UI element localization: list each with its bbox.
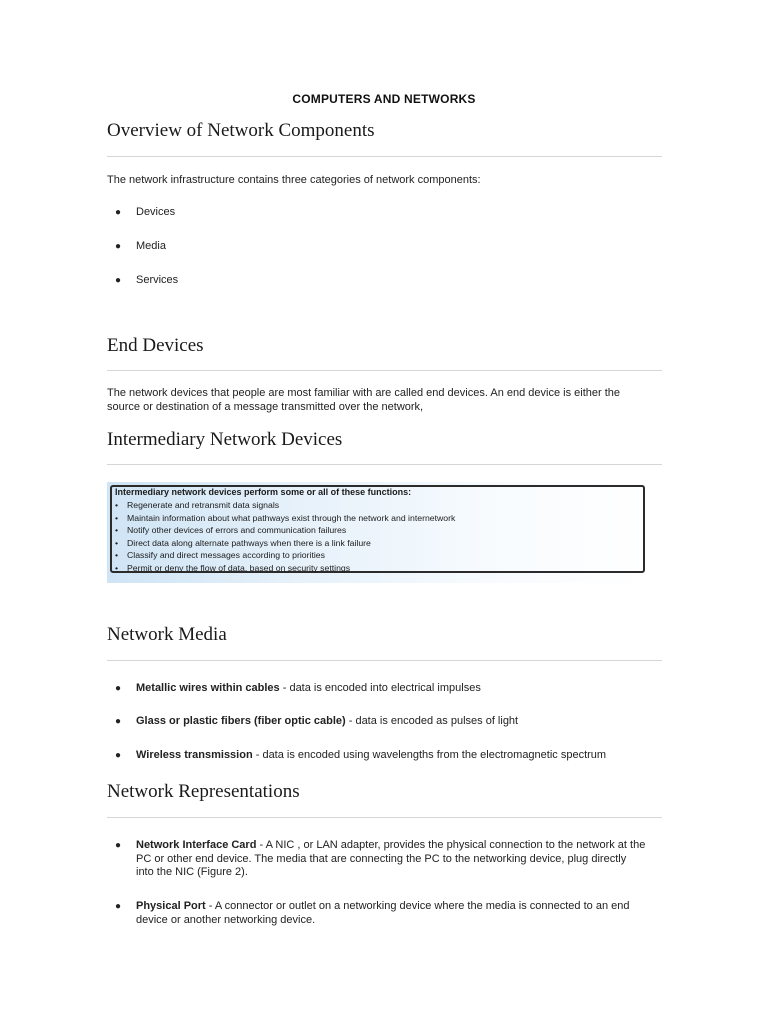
divider xyxy=(107,464,662,465)
term: Physical Port xyxy=(136,900,206,912)
figure-title: Intermediary network devices perform some or all of these functions: xyxy=(115,487,412,497)
bullet-icon: • xyxy=(115,537,119,548)
divider xyxy=(107,660,662,661)
divider xyxy=(107,370,662,371)
list-item-label: Media xyxy=(136,240,166,252)
list-item-text xyxy=(136,682,662,696)
bullet-icon: • xyxy=(115,550,119,561)
list-item xyxy=(107,839,662,881)
list-item-label: Devices xyxy=(136,206,176,218)
heading-network-representations: Network Representations xyxy=(107,781,300,802)
figure-item-text: Regenerate and retransmit data signals xyxy=(127,500,280,510)
figure-item-text: Classify and direct messages according to priorities xyxy=(127,550,325,561)
end-devices-text-line-2: source or destination of a message transmitted over the network, xyxy=(107,401,424,413)
bullet-icon: • xyxy=(115,562,119,573)
end-devices-text-line-1: The network devices that people are most familiar with are called end devices. An end device is either the xyxy=(107,387,620,399)
list-item-label: Services xyxy=(136,274,179,286)
term: Network Interface Card xyxy=(136,839,257,851)
overview-intro: The network infrastructure contains three categories of network components: xyxy=(107,174,481,186)
bullet-icon: ● xyxy=(115,716,122,727)
divider xyxy=(107,156,662,157)
figure-list-item xyxy=(115,549,455,562)
bullet-icon: ● xyxy=(115,275,122,286)
term: Glass or plastic fibers (fiber optic cable) xyxy=(136,715,346,727)
figure-list-item xyxy=(115,537,455,550)
description: PC or other end device. The media that are connecting the PC to the networking device, plug directly xyxy=(136,852,627,865)
description: - A NIC , or LAN adapter, provides the physical connection to the network at the xyxy=(256,839,646,851)
figure-list-item xyxy=(115,499,455,512)
list-item-text xyxy=(136,900,662,927)
heading-network-media: Network Media xyxy=(107,624,227,645)
figure-item-text: Notify other devices of errors and communication failures xyxy=(127,525,347,536)
bullet-icon: ● xyxy=(115,901,122,912)
list-item-text xyxy=(136,715,662,729)
list-item-text xyxy=(136,749,662,763)
description: - data is encoded using wavelengths from the electromagnetic spectrum xyxy=(252,749,607,761)
bullet-icon: • xyxy=(115,512,119,523)
heading-intermediary: Intermediary Network Devices xyxy=(107,429,343,450)
term: Metallic wires within cables xyxy=(136,682,280,694)
description: - A connector or outlet on a networking device where the media is connected to an end xyxy=(205,900,630,912)
heading-overview: Overview of Network Components xyxy=(107,120,375,141)
bullet-icon: • xyxy=(115,525,119,536)
description: - data is encoded as pulses of light xyxy=(345,715,519,727)
figure-item-text: Permit or deny the flow of data, based on security settings xyxy=(127,562,351,573)
divider xyxy=(107,817,662,818)
term: Wireless transmission xyxy=(136,749,253,761)
description: device or another networking device. xyxy=(136,913,316,926)
figure-list-item xyxy=(115,562,455,575)
figure-list-item xyxy=(115,524,455,537)
bullet-icon: ● xyxy=(115,241,122,252)
document-title: COMPUTERS AND NETWORKS xyxy=(292,92,476,106)
list-item-text xyxy=(136,839,662,880)
intermediary-functions-figure xyxy=(107,482,650,583)
bullet-icon: ● xyxy=(115,683,122,694)
bullet-icon: ● xyxy=(115,840,122,851)
bullet-icon: • xyxy=(115,500,119,510)
figure-list xyxy=(115,499,455,575)
bullet-icon: ● xyxy=(115,750,122,761)
figure-item-text: Maintain information about what pathways exist through the network and internetwork xyxy=(127,512,456,523)
figure-list-item xyxy=(115,512,455,525)
figure-item-text: Direct data along alternate pathways when there is a link failure xyxy=(127,537,371,548)
description: into the NIC (Figure 2). xyxy=(136,866,248,878)
heading-end-devices: End Devices xyxy=(107,335,204,356)
description: - data is encoded into electrical impulses xyxy=(279,682,481,694)
bullet-icon: ● xyxy=(115,207,122,218)
list-item xyxy=(107,900,662,928)
